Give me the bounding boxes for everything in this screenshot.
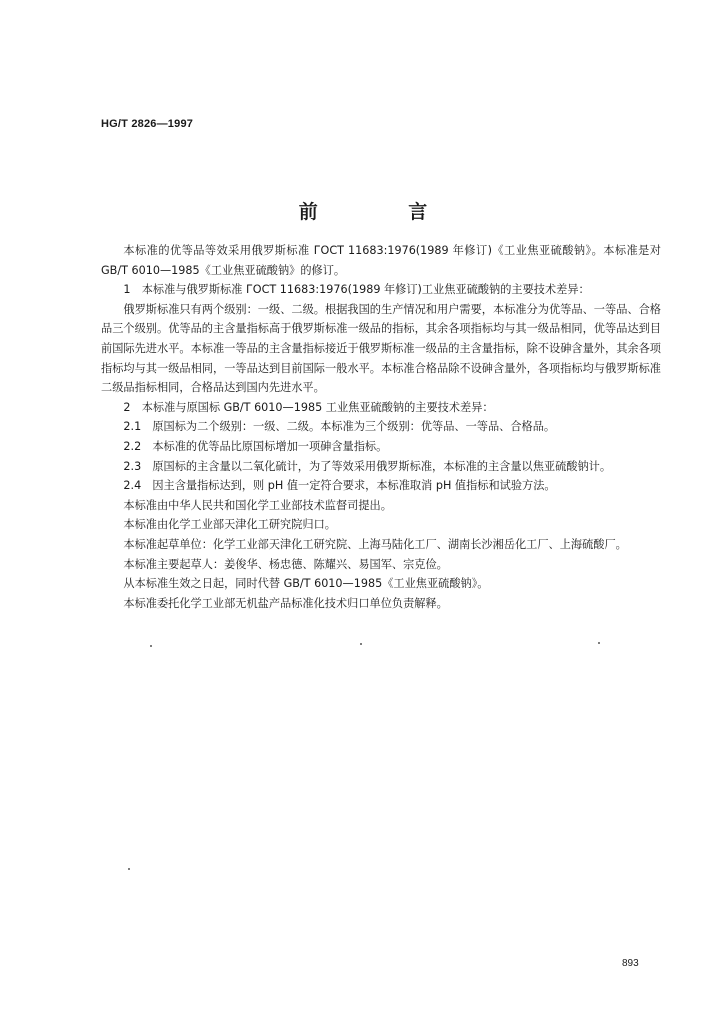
scan-speck (598, 642, 600, 644)
paragraph: 本标准委托化学工业部无机盐产品标准化技术归口单位负责解释。 (123, 596, 448, 610)
paragraph: 2.3 原国标的主含量以二氧化硫计，为了等效采用俄罗斯标准，本标准的主含量以焦亚硫酸钠计。 (123, 459, 612, 473)
paragraph: 从本标准生效之日起，同时代替 GB/T 6010—1985《工业焦亚硫酸钠》。 (123, 577, 489, 591)
paragraph: 1 本标准与俄罗斯标准 ГОСТ 11683:1976(1989 年修订)工业焦亚硫酸钠的主要技术差异： (123, 283, 590, 297)
paragraph: 本标准起草单位：化学工业部天津化工研究院、上海马陆化工厂、湖南长沙湘岳化工厂、上海硫酸厂。 (123, 537, 627, 551)
paragraph: 2.2 本标准的优等品比原国标增加一项砷含量指标。 (123, 439, 388, 453)
paragraph: 2 本标准与原国标 GB/T 6010—1985 工业焦亚硫酸钠的主要技术差异： (123, 400, 494, 414)
foreword-body (101, 241, 661, 613)
page-number: 893 (622, 958, 639, 969)
paragraph: 本标准由化学工业部天津化工研究院归口。 (123, 518, 336, 532)
scan-speck (360, 643, 362, 645)
page-title: 前 言 (298, 201, 470, 223)
paragraph: 俄罗斯标准只有两个级别：一级、二级。根据我国的生产情况和用户需要，本标准分为优等品、一等品、合格品三个级别。优等品的主含量指标高于俄罗斯标准一级品的指标，其余各项指标均与其一级品相同，优等品达到目前国际先进水平。本标准一等品的主含量指标接近于俄罗斯标准一级品的主含量指标，除不设砷含量外，其余各项指标均与其一级品相同，一等品达到目前国际一般水平。本标准合格品除不设砷含量外，各项指标均与俄罗斯标准二级品指标相同，合格品达到国内先进水平。 (101, 302, 661, 395)
paragraph: 本标准主要起草人：姜俊华、杨忠德、陈耀兴、易国军、宗克俭。 (123, 557, 448, 571)
paragraph: 本标准的优等品等效采用俄罗斯标准 ГОСТ 11683:1976(1989 年修订)《工业焦亚硫酸钠》。本标准是对 GB/T 6010—1985《工业焦亚硫酸钠》的修订。 (101, 244, 661, 277)
scan-speck (128, 868, 130, 870)
standard-code-header: HG/T 2826—1997 (101, 118, 194, 130)
scan-speck (150, 645, 152, 647)
paragraph: 2.1 原国标为二个级别：一级、二级。本标准为三个级别：优等品、一等品、合格品。 (123, 420, 556, 434)
paragraph: 2.4 因主含量指标达到，则 pH 值一定符合要求，本标准取消 pH 值指标和试验方法。 (123, 479, 556, 493)
paragraph: 本标准由中华人民共和国化学工业部技术监督司提出。 (123, 498, 392, 512)
